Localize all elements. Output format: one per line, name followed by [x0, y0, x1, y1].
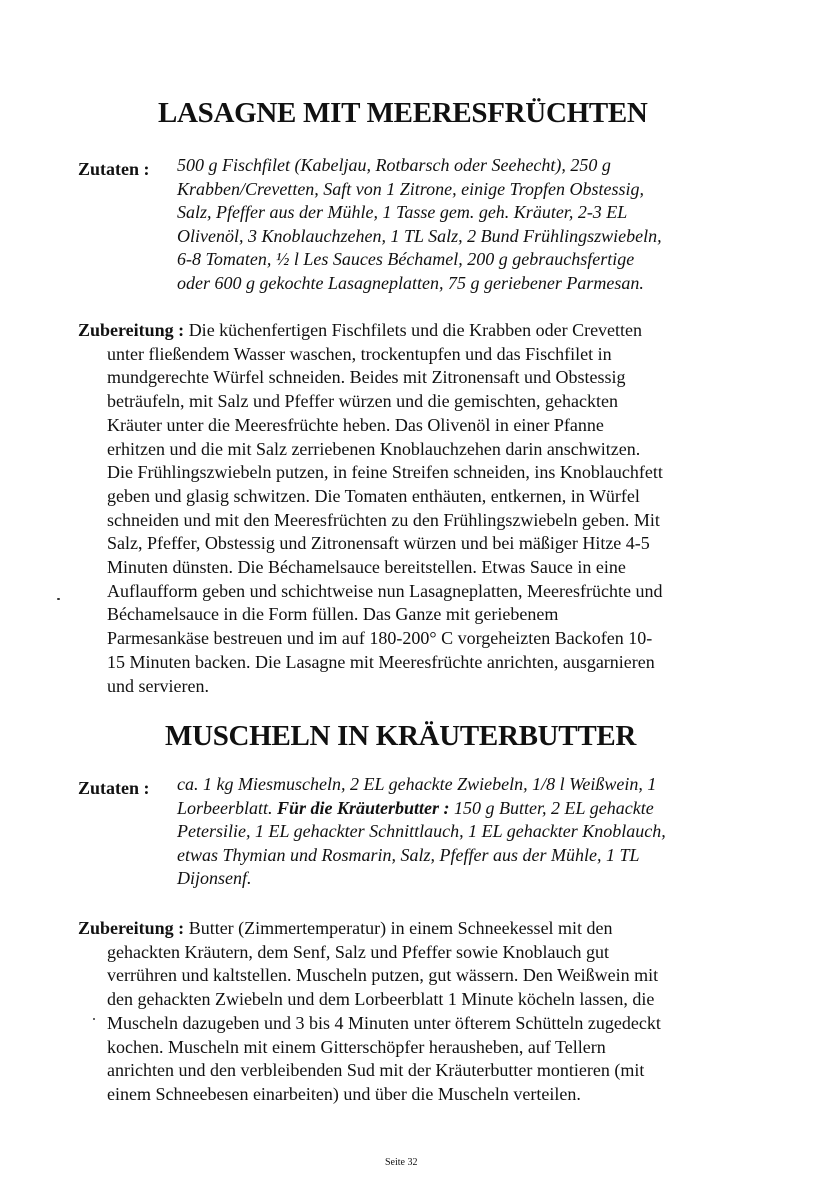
ingredients-line: ca. 1 kg Miesmuscheln, 2 EL gehackte Zwiebeln, 1/8 l Weißwein, 1	[177, 774, 657, 794]
ingredients-line: Salz, Pfeffer aus der Mühle, 1 Tasse gem. geh. Kräuter, 2-3 EL	[177, 202, 628, 222]
preparation-label: Zubereitung :	[78, 320, 189, 340]
preparation-line: mundgerechte Würfel schneiden. Beides mit Zitronensaft und Obstessig	[107, 367, 626, 388]
preparation-line: 15 Minuten backen. Die Lasagne mit Meeresfrüchte anrichten, ausgarnieren	[107, 651, 655, 672]
preparation-line: Die Frühlingszwiebeln putzen, in feine Streifen schneiden, ins Knoblauchfett	[107, 462, 663, 483]
preparation-line: schneiden und mit den Meeresfrüchten zu den Frühlingszwiebeln geben. Mit	[107, 509, 660, 530]
preparation-line: beträufeln, mit Salz und Pfeffer würzen und die gemischten, gehackten	[107, 391, 618, 412]
ingredients-line: 6-8 Tomaten, ½ l Les Sauces Béchamel, 200 g gebrauchsfertige	[177, 249, 635, 269]
preparation-label: Zubereitung :	[78, 918, 189, 938]
ingredients-label-muscheln: Zutaten :	[78, 778, 150, 798]
preparation-line: gehackten Kräutern, dem Senf, Salz und Pfeffer sowie Knoblauch gut	[107, 941, 610, 962]
preparation-lasagne	[78, 319, 663, 698]
preparation-line: Auflaufform geben und schichtweise nun Lasagneplatten, Meeresfrüchte und	[107, 580, 663, 601]
preparation-line: verrühren und kaltstellen. Muscheln putzen, gut wässern. Den Weißwein mit	[107, 965, 659, 986]
preparation-line: Zubereitung : Butter (Zimmertemperatur) in einem Schneekessel mit den	[78, 918, 613, 938]
preparation-line: Muscheln dazugeben und 3 bis 4 Minuten unter öfterem Schütteln zugedeckt	[107, 1012, 661, 1033]
preparation-line: Minuten dünsten. Die Béchamelsauce bereitstellen. Etwas Sauce in eine	[107, 557, 626, 578]
ingredients-line: Petersilie, 1 EL gehackter Schnittlauch, 1 EL gehackter Knoblauch,	[177, 821, 666, 841]
ingredients-line: etwas Thymian und Rosmarin, Salz, Pfeffer aus der Mühle, 1 TL	[177, 844, 640, 865]
preparation-line: einem Schneebesen einarbeiten) und über die Muscheln verteilen.	[107, 1083, 581, 1104]
preparation-line: erhitzen und die mit Salz zerriebenen Knoblauchzehen darin anschwitzen.	[107, 438, 641, 459]
ingredients-muscheln	[177, 773, 666, 891]
ingredients-line: Dijonsenf.	[177, 868, 252, 888]
scan-speck	[57, 598, 60, 600]
preparation-line: und servieren.	[107, 675, 209, 696]
preparation-line: Béchamelsauce in die Form füllen. Das Ganze mit geriebenem	[107, 604, 559, 625]
preparation-line: unter fließendem Wasser waschen, trockentupfen und das Fischfilet in	[107, 343, 612, 364]
ingredients-line: Olivenöl, 3 Knoblauchzehen, 1 TL Salz, 2 Bund Frühlingszwiebeln,	[177, 225, 662, 246]
preparation-line: Salz, Pfeffer, Obstessig und Zitronensaft würzen und bei mäßiger Hitze 4-5	[107, 533, 650, 554]
ingredients-line: oder 600 g gekochte Lasagneplatten, 75 g geriebener Parmesan.	[177, 272, 644, 293]
recipe-title-muscheln: MUSCHELN IN KRÄUTERBUTTER	[165, 720, 637, 752]
preparation-muscheln	[78, 917, 661, 1107]
ingredients-lasagne	[177, 154, 662, 295]
recipe-title-lasagne: LASAGNE MIT MEERESFRÜCHTEN	[158, 97, 648, 129]
preparation-line: geben und glasig schwitzen. Die Tomaten enthäuten, entkernen, in Würfel	[107, 485, 640, 506]
preparation-line: den gehackten Zwiebeln und dem Lorbeerblatt 1 Minute köcheln lassen, die	[107, 989, 655, 1010]
preparation-line: Parmesankäse bestreuen und im auf 180-200° C vorgeheizten Backofen 10-	[107, 628, 653, 649]
preparation-line: Kräuter unter die Meeresfrüchte heben. Das Olivenöl in einer Pfanne	[107, 414, 604, 435]
scan-speck	[93, 1018, 95, 1020]
preparation-line: kochen. Muscheln mit einem Gitterschöpfer herausheben, auf Tellern	[107, 1036, 606, 1057]
ingredients-line: 500 g Fischfilet (Kabeljau, Rotbarsch oder Seehecht), 250 g	[177, 155, 611, 175]
ingredients-line: Krabben/Crevetten, Saft von 1 Zitrone, einige Tropfen Obstessig,	[177, 178, 644, 199]
preparation-line: Zubereitung : Die küchenfertigen Fischfilets und die Krabben oder Crevetten	[78, 320, 643, 340]
ingredients-label-lasagne: Zutaten :	[78, 159, 150, 179]
ingredients-line: Lorbeerblatt. Für die Kräuterbutter : 150 g Butter, 2 EL gehackte	[177, 797, 654, 818]
preparation-line: anrichten und den verbleibenden Sud mit der Kräuterbutter montieren (mit	[107, 1060, 645, 1081]
page-number: Seite 32	[385, 1157, 418, 1168]
